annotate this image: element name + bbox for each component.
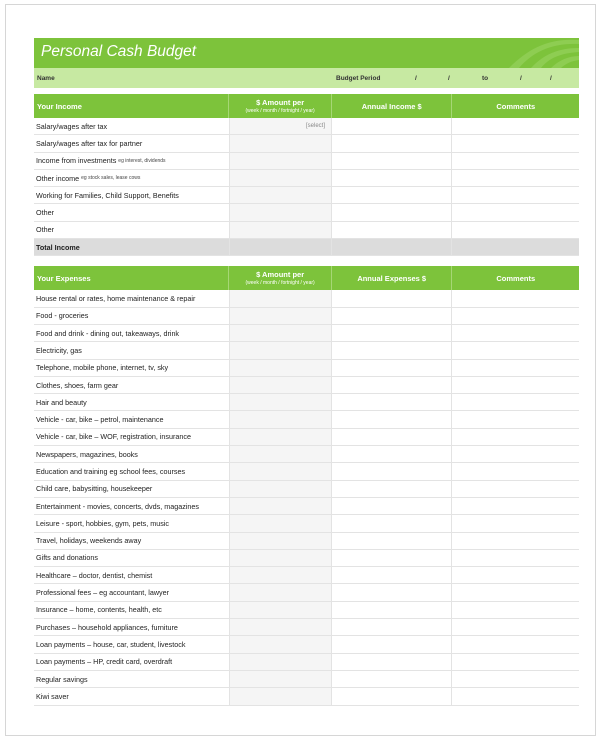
row-note: eg interest, dividends — [118, 157, 166, 164]
amount-cell[interactable] — [230, 481, 332, 497]
expense-label-cell — [34, 377, 230, 393]
table-row — [34, 481, 579, 498]
expense-label-cell — [34, 550, 230, 566]
row-label: Newspapers, magazines, books — [36, 449, 138, 459]
row-label: Travel, holidays, weekends away — [36, 536, 142, 546]
expenses-col-amount — [229, 266, 332, 290]
annual-cell[interactable] — [332, 394, 452, 410]
amount-cell[interactable] — [230, 584, 332, 600]
row-note: eg stock sales, lease cows — [81, 175, 141, 182]
annual-cell[interactable] — [332, 446, 452, 462]
income-label-cell — [34, 187, 230, 203]
expense-label-cell — [34, 584, 230, 600]
table-row — [34, 342, 579, 359]
expenses-header — [34, 266, 579, 290]
expense-label-cell — [34, 671, 230, 687]
expense-label-cell — [34, 429, 230, 445]
expense-rows — [34, 290, 579, 705]
comments-cell[interactable] — [452, 377, 579, 393]
income-col-annual: Annual Income $ — [332, 94, 453, 118]
annual-cell[interactable] — [332, 481, 452, 497]
annual-cell[interactable] — [332, 222, 452, 238]
expense-label-cell — [34, 688, 230, 704]
table-row — [34, 636, 579, 653]
table-row — [34, 308, 579, 325]
table-row — [34, 429, 579, 446]
expense-label-cell — [34, 342, 230, 358]
table-row — [34, 533, 579, 550]
row-label: Other — [36, 208, 54, 218]
row-label: Entertainment - movies, concerts, dvds, magazines — [36, 501, 199, 511]
date-separator: / — [448, 75, 450, 82]
comments-cell[interactable] — [452, 153, 579, 169]
annual-cell[interactable] — [332, 602, 452, 618]
income-col-comments: Comments — [496, 101, 536, 111]
income-label-cell — [34, 204, 230, 220]
annual-cell[interactable] — [332, 204, 452, 220]
annual-cell[interactable] — [332, 533, 452, 549]
comments-cell[interactable] — [452, 567, 579, 583]
amount-cell[interactable] — [230, 446, 332, 462]
table-row — [34, 619, 579, 636]
row-label: House rental or rates, home maintenance & repair — [36, 294, 196, 304]
expense-label-cell — [34, 533, 230, 549]
row-label: Hair and beauty — [36, 397, 87, 407]
annual-cell[interactable] — [332, 567, 452, 583]
date-separator: / — [520, 75, 522, 82]
annual-cell[interactable] — [332, 515, 452, 531]
budget-sheet — [34, 38, 579, 706]
comments-cell[interactable] — [452, 515, 579, 531]
comments-cell[interactable] — [452, 170, 579, 186]
title-banner — [34, 38, 579, 68]
table-row — [34, 118, 579, 135]
expense-label-cell — [34, 515, 230, 531]
row-label: Other income — [36, 173, 80, 183]
expense-label-cell — [34, 636, 230, 652]
expense-label-cell — [34, 602, 230, 618]
page — [5, 4, 596, 736]
income-col-label: Your Income — [34, 94, 229, 118]
income-label-cell — [34, 170, 230, 186]
annual-cell[interactable] — [332, 308, 452, 324]
expenses-col-label: Your Expenses — [34, 266, 229, 290]
amount-cell[interactable] — [230, 533, 332, 549]
row-label: Professional fees – eg accountant, lawyer — [36, 588, 170, 598]
income-label-cell — [34, 153, 230, 169]
expense-label-cell — [34, 619, 230, 635]
amount-cell[interactable] — [230, 187, 332, 203]
table-row — [34, 360, 579, 377]
income-label-cell — [34, 222, 230, 238]
annual-cell[interactable] — [332, 550, 452, 566]
amount-cell[interactable] — [230, 463, 332, 479]
amount-cell[interactable] — [230, 567, 332, 583]
table-row — [34, 515, 579, 532]
row-label: Vehicle - car, bike – petrol, maintenance — [36, 415, 164, 425]
comments-cell[interactable] — [452, 308, 579, 324]
table-row — [34, 688, 579, 705]
comments-cell[interactable] — [452, 533, 579, 549]
expense-label-cell — [34, 411, 230, 427]
amount-cell[interactable] — [230, 394, 332, 410]
expense-label-cell — [34, 446, 230, 462]
total-annual-cell — [332, 239, 452, 255]
table-row — [34, 170, 579, 187]
comments-cell[interactable] — [452, 602, 579, 618]
total-comments-cell — [452, 239, 579, 255]
row-label: Food - groceries — [36, 311, 89, 321]
row-label: Food and drink - dining out, takeaways, drink — [36, 328, 180, 338]
amount-cell[interactable] — [230, 290, 332, 306]
total-amount-cell — [230, 239, 332, 255]
amount-cell[interactable] — [230, 342, 332, 358]
expense-label-cell — [34, 394, 230, 410]
comments-cell[interactable] — [452, 360, 579, 376]
amount-cell[interactable] — [230, 654, 332, 670]
expense-label-cell — [34, 360, 230, 376]
page-title: Personal Cash Budget — [41, 43, 197, 60]
table-row — [34, 498, 579, 515]
name-bar — [34, 68, 579, 88]
annual-cell[interactable] — [332, 688, 452, 704]
annual-cell[interactable] — [332, 671, 452, 687]
annual-cell[interactable] — [332, 584, 452, 600]
expense-label-cell — [34, 498, 230, 514]
amount-per-label: $ Amount per — [256, 270, 305, 280]
annual-cell[interactable] — [332, 377, 452, 393]
comments-cell[interactable] — [452, 118, 579, 134]
amount-cell[interactable] — [230, 118, 332, 134]
amount-cell[interactable] — [230, 170, 332, 186]
table-row — [34, 567, 579, 584]
annual-cell[interactable] — [332, 411, 452, 427]
amount-cell[interactable] — [230, 498, 332, 514]
table-row — [34, 204, 579, 221]
table-row — [34, 411, 579, 428]
table-row — [34, 187, 579, 204]
comments-cell[interactable] — [452, 550, 579, 566]
row-label: Healthcare – doctor, dentist, chemist — [36, 570, 153, 580]
income-label-cell — [34, 118, 230, 134]
row-label: Purchases – household appliances, furniture — [36, 622, 178, 632]
row-label: Leisure - sport, hobbies, gym, pets, music — [36, 518, 170, 528]
row-label: Loan payments – house, car, student, livestock — [36, 639, 186, 649]
annual-cell[interactable] — [332, 342, 452, 358]
to-label: to — [482, 75, 489, 82]
table-row — [34, 222, 579, 239]
expenses-col-comments: Comments — [496, 273, 536, 283]
annual-cell[interactable] — [332, 290, 452, 306]
amount-cell[interactable] — [230, 204, 332, 220]
table-row — [34, 135, 579, 152]
comments-cell[interactable] — [452, 671, 579, 687]
total-income-label: Total Income — [34, 239, 230, 255]
expense-label-cell — [34, 308, 230, 324]
row-label: Education and training eg school fees, courses — [36, 466, 186, 476]
comments-cell[interactable] — [452, 688, 579, 704]
amount-cell[interactable] — [230, 360, 332, 376]
annual-cell[interactable] — [332, 153, 452, 169]
comments-cell[interactable] — [452, 446, 579, 462]
comments-cell[interactable] — [452, 481, 579, 497]
amount-cell[interactable] — [230, 602, 332, 618]
row-label: Regular savings — [36, 674, 88, 684]
expense-label-cell — [34, 290, 230, 306]
amount-cell[interactable] — [230, 308, 332, 324]
table-row — [34, 602, 579, 619]
amount-cell[interactable] — [230, 671, 332, 687]
comments-cell[interactable] — [452, 636, 579, 652]
annual-cell[interactable] — [332, 170, 452, 186]
row-label: Insurance – home, contents, health, etc — [36, 605, 162, 615]
row-label: Electricity, gas — [36, 345, 82, 355]
row-label: Salary/wages after tax — [36, 121, 108, 131]
table-row — [34, 394, 579, 411]
row-label: Other — [36, 225, 54, 235]
annual-cell[interactable] — [332, 463, 452, 479]
comments-cell[interactable] — [452, 411, 579, 427]
annual-cell[interactable] — [332, 429, 452, 445]
annual-cell[interactable] — [332, 118, 452, 134]
period-select[interactable]: [select] — [305, 123, 325, 130]
table-row — [34, 446, 579, 463]
table-row — [34, 671, 579, 688]
budget-period-label: Budget Period — [336, 75, 381, 82]
amount-cell[interactable] — [230, 325, 332, 341]
comments-cell[interactable] — [452, 222, 579, 238]
table-row — [34, 654, 579, 671]
comments-cell[interactable] — [452, 429, 579, 445]
annual-cell[interactable] — [332, 619, 452, 635]
annual-cell[interactable] — [332, 498, 452, 514]
income-label-cell — [34, 135, 230, 151]
row-label: Vehicle - car, bike – WOF, registration, insurance — [36, 432, 191, 442]
table-row — [34, 325, 579, 342]
amount-cell[interactable] — [230, 222, 332, 238]
comments-cell[interactable] — [452, 584, 579, 600]
amount-cell[interactable] — [230, 619, 332, 635]
annual-cell[interactable] — [332, 636, 452, 652]
table-row — [34, 377, 579, 394]
comments-cell[interactable] — [452, 463, 579, 479]
amount-cell[interactable] — [230, 636, 332, 652]
comments-cell[interactable] — [452, 325, 579, 341]
row-label: Working for Families, Child Support, Benefits — [36, 190, 179, 200]
annual-cell[interactable] — [332, 187, 452, 203]
income-header — [34, 94, 579, 118]
row-label: Income from investments — [36, 156, 117, 166]
leaf-swoosh-decoration — [489, 38, 579, 68]
comments-cell[interactable] — [452, 619, 579, 635]
amount-cell[interactable] — [230, 377, 332, 393]
comments-cell[interactable] — [452, 342, 579, 358]
row-label: Loan payments – HP, credit card, overdraft — [36, 657, 173, 667]
expense-label-cell — [34, 654, 230, 670]
table-row — [34, 463, 579, 480]
income-rows — [34, 118, 579, 239]
expense-label-cell — [34, 567, 230, 583]
amount-cell[interactable] — [230, 515, 332, 531]
comments-cell[interactable] — [452, 654, 579, 670]
annual-cell[interactable] — [332, 135, 452, 151]
income-col-amount — [229, 94, 332, 118]
name-label: Name — [37, 75, 55, 82]
comments-cell[interactable] — [452, 187, 579, 203]
comments-cell[interactable] — [452, 204, 579, 220]
expense-label-cell — [34, 463, 230, 479]
table-row — [34, 153, 579, 170]
amount-cell[interactable] — [230, 135, 332, 151]
amount-cell[interactable] — [230, 153, 332, 169]
comments-cell[interactable] — [452, 135, 579, 151]
annual-cell[interactable] — [332, 360, 452, 376]
amount-cell[interactable] — [230, 688, 332, 704]
date-separator: / — [550, 75, 552, 82]
amount-cell[interactable] — [230, 550, 332, 566]
row-label: Clothes, shoes, farm gear — [36, 380, 119, 390]
annual-cell[interactable] — [332, 654, 452, 670]
row-label: Child care, babysitting, housekeeper — [36, 484, 153, 494]
amount-period-note: (week / month / fortnight / year) — [245, 108, 315, 114]
expenses-col-annual: Annual Expenses $ — [332, 266, 453, 290]
amount-per-label: $ Amount per — [256, 98, 305, 107]
table-row — [34, 290, 579, 307]
expense-label-cell — [34, 325, 230, 341]
amount-cell[interactable] — [230, 411, 332, 427]
table-row — [34, 550, 579, 567]
row-label: Telephone, mobile phone, internet, tv, sky — [36, 363, 169, 373]
annual-cell[interactable] — [332, 325, 452, 341]
comments-cell[interactable] — [452, 498, 579, 514]
expense-label-cell — [34, 481, 230, 497]
amount-cell[interactable] — [230, 429, 332, 445]
row-label: Salary/wages after tax for partner — [36, 138, 143, 148]
row-label: Gifts and donations — [36, 553, 98, 563]
table-row — [34, 584, 579, 601]
comments-cell[interactable] — [452, 290, 579, 306]
amount-period-note: (week / month / fortnight / year) — [245, 280, 315, 287]
total-income-row — [34, 239, 579, 256]
date-separator: / — [415, 75, 417, 82]
comments-cell[interactable] — [452, 394, 579, 410]
row-label: Kiwi saver — [36, 691, 69, 701]
